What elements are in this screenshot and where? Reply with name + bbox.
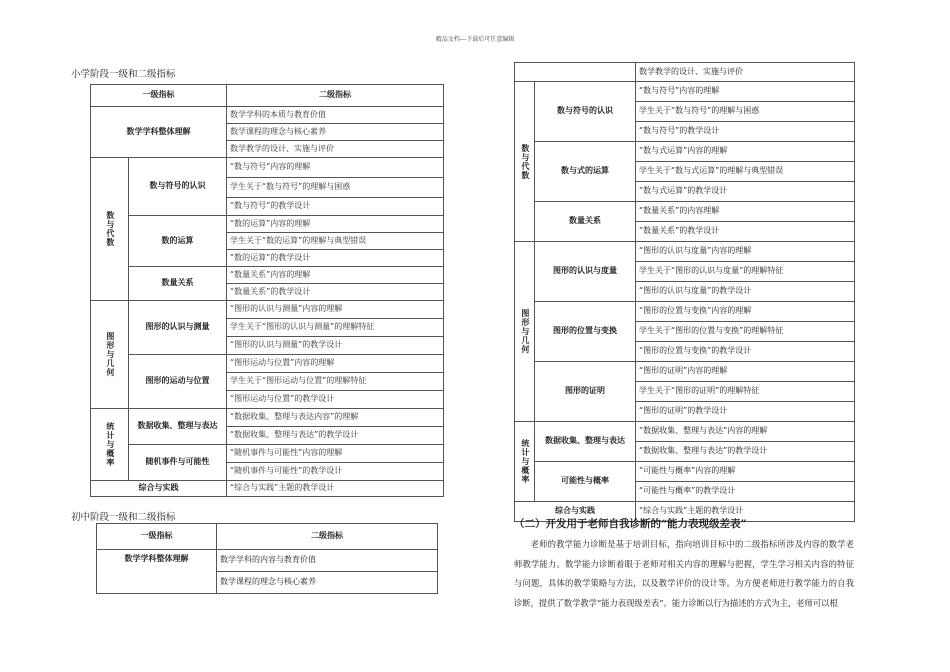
subcategory-cell: 数与符号的认识 (129, 158, 227, 216)
level2-cell: 学生关于“图形运动与位置”的理解特征 (227, 373, 444, 391)
level2-cell: “数与符号”内容的理解 (227, 158, 444, 178)
subcategory-cell: 数量关系 (535, 202, 636, 242)
subcategory-cell: 数据收集、整理与表达 (129, 409, 227, 445)
category-cell: 统计与概率 (515, 422, 535, 502)
level2-cell: 数学教学的设计、实施与评价 (227, 141, 444, 158)
level2-cell: “数据收集、整理与表达”的教学设计 (636, 442, 855, 462)
level2-cell: 学生关于“数与符号”的理解与困惑 (636, 102, 855, 122)
level2-cell: “图形的认识与度量”的教学设计 (636, 282, 855, 302)
subcategory-cell: 数的运算 (129, 216, 227, 267)
level2-cell: “图形的认识与度量”内容的理解 (636, 242, 855, 262)
category-cell: 数与代数 (515, 82, 535, 242)
category-cell: 统计与概率 (91, 409, 129, 481)
category-cell: 图形与几何 (515, 242, 535, 422)
level2-cell: 数学学科的内容与教育价值 (217, 550, 438, 572)
level2-cell: 学生关于“数的运算”的理解与典型错误 (227, 233, 444, 250)
level2-cell: “数量关系”的内容理解 (636, 202, 855, 222)
level2-cell: 学生关于“数与符号”的理解与困惑 (227, 178, 444, 198)
col-header-level2: 二级指标 (227, 85, 444, 107)
level2-cell: “图形的证明”的教学设计 (636, 402, 855, 422)
level2-cell: “数量关系”的教学设计 (636, 222, 855, 242)
subcategory-cell: 随机事件与可能性 (129, 445, 227, 481)
level2-cell: “数量关系”内容的理解 (227, 267, 444, 284)
primary-indicator-table (90, 84, 444, 497)
level1-cell: 综合与实践 (91, 481, 227, 497)
level2-cell: “数据收集、整理与表达内容”的理解 (227, 409, 444, 427)
level2-cell: “随机事件与可能性”的教学设计 (227, 463, 444, 481)
level2-cell: “图形的位置与变换”内容的理解 (636, 302, 855, 322)
level2-cell: “可能性与概率”的教学设计 (636, 482, 855, 502)
col-header-level2: 二级指标 (217, 524, 438, 550)
level2-cell: “可能性与概率”内容的理解 (636, 462, 855, 482)
col-header-level1: 一级指标 (97, 524, 217, 550)
subcategory-cell: 数据收集、整理与表达 (535, 422, 636, 462)
level2-cell: 数学课程的理念与核心素养 (227, 124, 444, 141)
blank-cell (515, 63, 636, 82)
level2-cell: “图形运动与位置”的教学设计 (227, 391, 444, 409)
primary-section-title: 小学阶段一级和二级指标 (71, 69, 176, 80)
level2-cell: 学生关于“图形的证明”的理解特征 (636, 382, 855, 402)
subcategory-cell: 数量关系 (129, 267, 227, 301)
level2-cell: “综合与实践”主题的教学设计 (636, 502, 855, 522)
level2-cell: “图形的认识与测量”的教学设计 (227, 337, 444, 355)
level2-cell: “图形的位置与变换”的教学设计 (636, 342, 855, 362)
subcategory-cell: 图形的运动与位置 (129, 355, 227, 409)
level2-cell: “数与符号”内容的理解 (636, 82, 855, 102)
level2-cell: 学生关于“图形的位置与变换”的理解特征 (636, 322, 855, 342)
subcategory-cell: 图形的认识与测量 (129, 301, 227, 355)
level2-cell: “数与符号”的教学设计 (227, 198, 444, 216)
level2-cell: “数的运算”内容的理解 (227, 216, 444, 233)
level2-cell: “数的运算”的教学设计 (227, 250, 444, 267)
subcategory-cell: 数与式的运算 (535, 142, 636, 202)
level2-cell: “图形运动与位置”内容的理解 (227, 355, 444, 373)
col-header-level1: 一级指标 (91, 85, 227, 107)
subcategory-cell: 可能性与概率 (535, 462, 636, 502)
level2-cell: “随机事件与可能性”内容的理解 (227, 445, 444, 463)
subcategory-cell: 图形的认识与度量 (535, 242, 636, 302)
level1-cell: 数学学科整体理解 (97, 550, 217, 594)
level2-cell: “数与式运算”内容的理解 (636, 142, 855, 162)
level2-cell: “数据收集、整理与表达”的教学设计 (227, 427, 444, 445)
junior-indicator-table (96, 523, 438, 594)
level2-cell: “数据收集、整理与表达”内容的理解 (636, 422, 855, 442)
level2-cell: “数量关系”的教学设计 (227, 284, 444, 301)
subcategory-cell: 数与符号的认识 (535, 82, 636, 142)
level2-cell: 数学教学的设计、实施与评价 (636, 63, 855, 82)
subcategory-cell: 图形的位置与变换 (535, 302, 636, 362)
category-cell: 数与代数 (91, 158, 129, 301)
level2-cell: “综合与实践”主题的教学设计 (227, 481, 444, 497)
level2-cell: 数学课程的理念与核心素养 (217, 572, 438, 594)
level2-cell: 学生关于“数与式运算”的理解与典型错误 (636, 162, 855, 182)
level2-cell: “图形的证明”内容的理解 (636, 362, 855, 382)
category-cell: 图形与几何 (91, 301, 129, 409)
level1-cell: 综合与实践 (515, 502, 636, 522)
level2-cell: 学生关于“图形的认识与测量”的理解特征 (227, 319, 444, 337)
level1-cell: 数学学科整体理解 (91, 107, 227, 158)
junior-section-title: 初中阶段一级和二级指标 (71, 512, 176, 523)
body-paragraph: 老师的教学能力诊断是基于培训目标，指向培训目标中的二级指标所涉及内容的数学老师教学能力。数学能力诊断着眼于老师对相关内容的理解与把握，学生学习相关内容的特征与问题，具体的教学策略与方法，以及教学评价的设计等。为方便老师进行教学能力的自我诊断，提供了数学教学“能力表现级差表”。能力诊断以行为描述的方式为主，老师可以根 (514, 539, 854, 608)
subcategory-cell: 图形的证明 (535, 362, 636, 422)
header-note: 精品文档---下载后可任意编辑 (435, 36, 515, 43)
level2-cell: “数与式运算”的教学设计 (636, 182, 855, 202)
section-heading: （二）开发用于老师自我诊断的“能力表现级差表” (514, 518, 747, 530)
level2-cell: 数学学科的本质与教育价值 (227, 107, 444, 124)
level2-cell: “图形的认识与测量”内容的理解 (227, 301, 444, 319)
level2-cell: 学生关于“图形的认识与度量”的理解特征 (636, 262, 855, 282)
continued-indicator-table (514, 62, 855, 522)
level2-cell: “数与符号”的教学设计 (636, 122, 855, 142)
